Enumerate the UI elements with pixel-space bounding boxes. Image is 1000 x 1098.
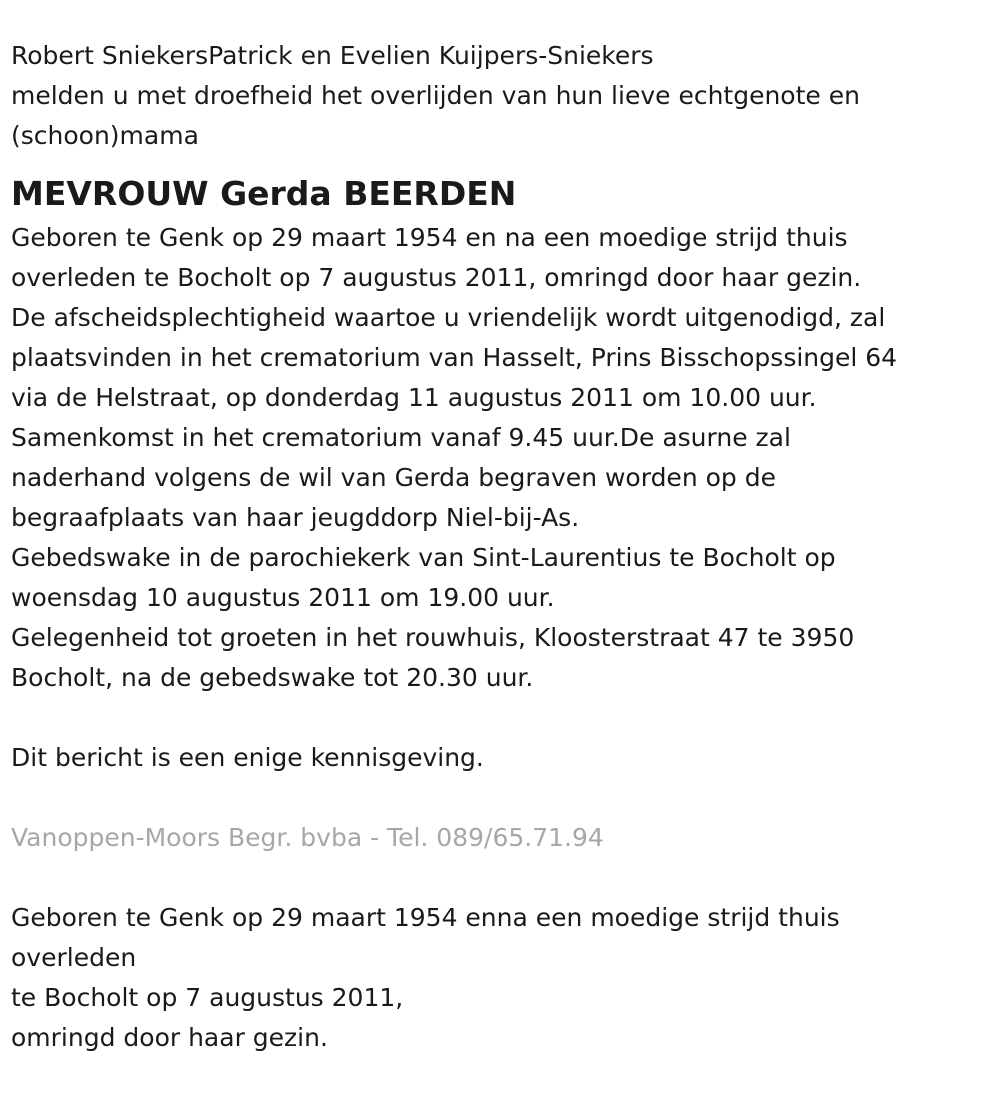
body-line: De afscheidsplechtigheid waartoe u vriendelijk wordt uitgenodigd, zal xyxy=(11,303,886,332)
body-line: overleden te Bocholt op 7 augustus 2011, omringd door haar gezin. xyxy=(11,263,862,292)
body-line: naderhand volgens de wil van Gerda begraven worden op de xyxy=(11,463,776,492)
death-notice xyxy=(11,36,986,1058)
summary-block xyxy=(11,898,986,1058)
deceased-name-heading: MEVROUW Gerda BEERDEN xyxy=(11,174,517,213)
summary-line: Geboren te Genk op 29 maart 1954 enna een moedige strijd thuis xyxy=(11,903,840,932)
summary-line: omringd door haar gezin. xyxy=(11,1023,328,1052)
announcement-line: melden u met droefheid het overlijden van hun lieve echtgenote en xyxy=(11,81,860,110)
body-line: Samenkomst in het crematorium vanaf 9.45 uur.De asurne zal xyxy=(11,423,791,452)
single-notice-line: Dit bericht is een enige kennisgeving. xyxy=(11,743,484,772)
body-line: Gebedswake in de parochiekerk van Sint-Laurentius te Bocholt op xyxy=(11,543,836,572)
body-line: Gelegenheid tot groeten in het rouwhuis, Kloosterstraat 47 te 3950 xyxy=(11,623,855,652)
spacer xyxy=(11,858,986,898)
announcement-line: (schoon)mama xyxy=(11,121,199,150)
summary-line: te Bocholt op 7 augustus 2011, xyxy=(11,983,404,1012)
body-line: Geboren te Genk op 29 maart 1954 en na een moedige strijd thuis xyxy=(11,223,848,252)
body-line: woensdag 10 augustus 2011 om 19.00 uur. xyxy=(11,583,555,612)
body-line: Bocholt, na de gebedswake tot 20.30 uur. xyxy=(11,663,534,692)
spacer xyxy=(11,698,986,738)
families-line: Robert SniekersPatrick en Evelien Kuijpers-Sniekers xyxy=(11,41,654,70)
summary-line: overleden xyxy=(11,943,137,972)
body-line: plaatsvinden in het crematorium van Hasselt, Prins Bisschopssingel 64 xyxy=(11,343,898,372)
notice-body xyxy=(11,218,986,698)
spacer xyxy=(11,778,986,818)
body-line: via de Helstraat, op donderdag 11 augustus 2011 om 10.00 uur. xyxy=(11,383,817,412)
body-line: begraafplaats van haar jeugddorp Niel-bij-As. xyxy=(11,503,580,532)
funeral-home-line: Vanoppen-Moors Begr. bvba - Tel. 089/65.71.94 xyxy=(11,823,604,852)
